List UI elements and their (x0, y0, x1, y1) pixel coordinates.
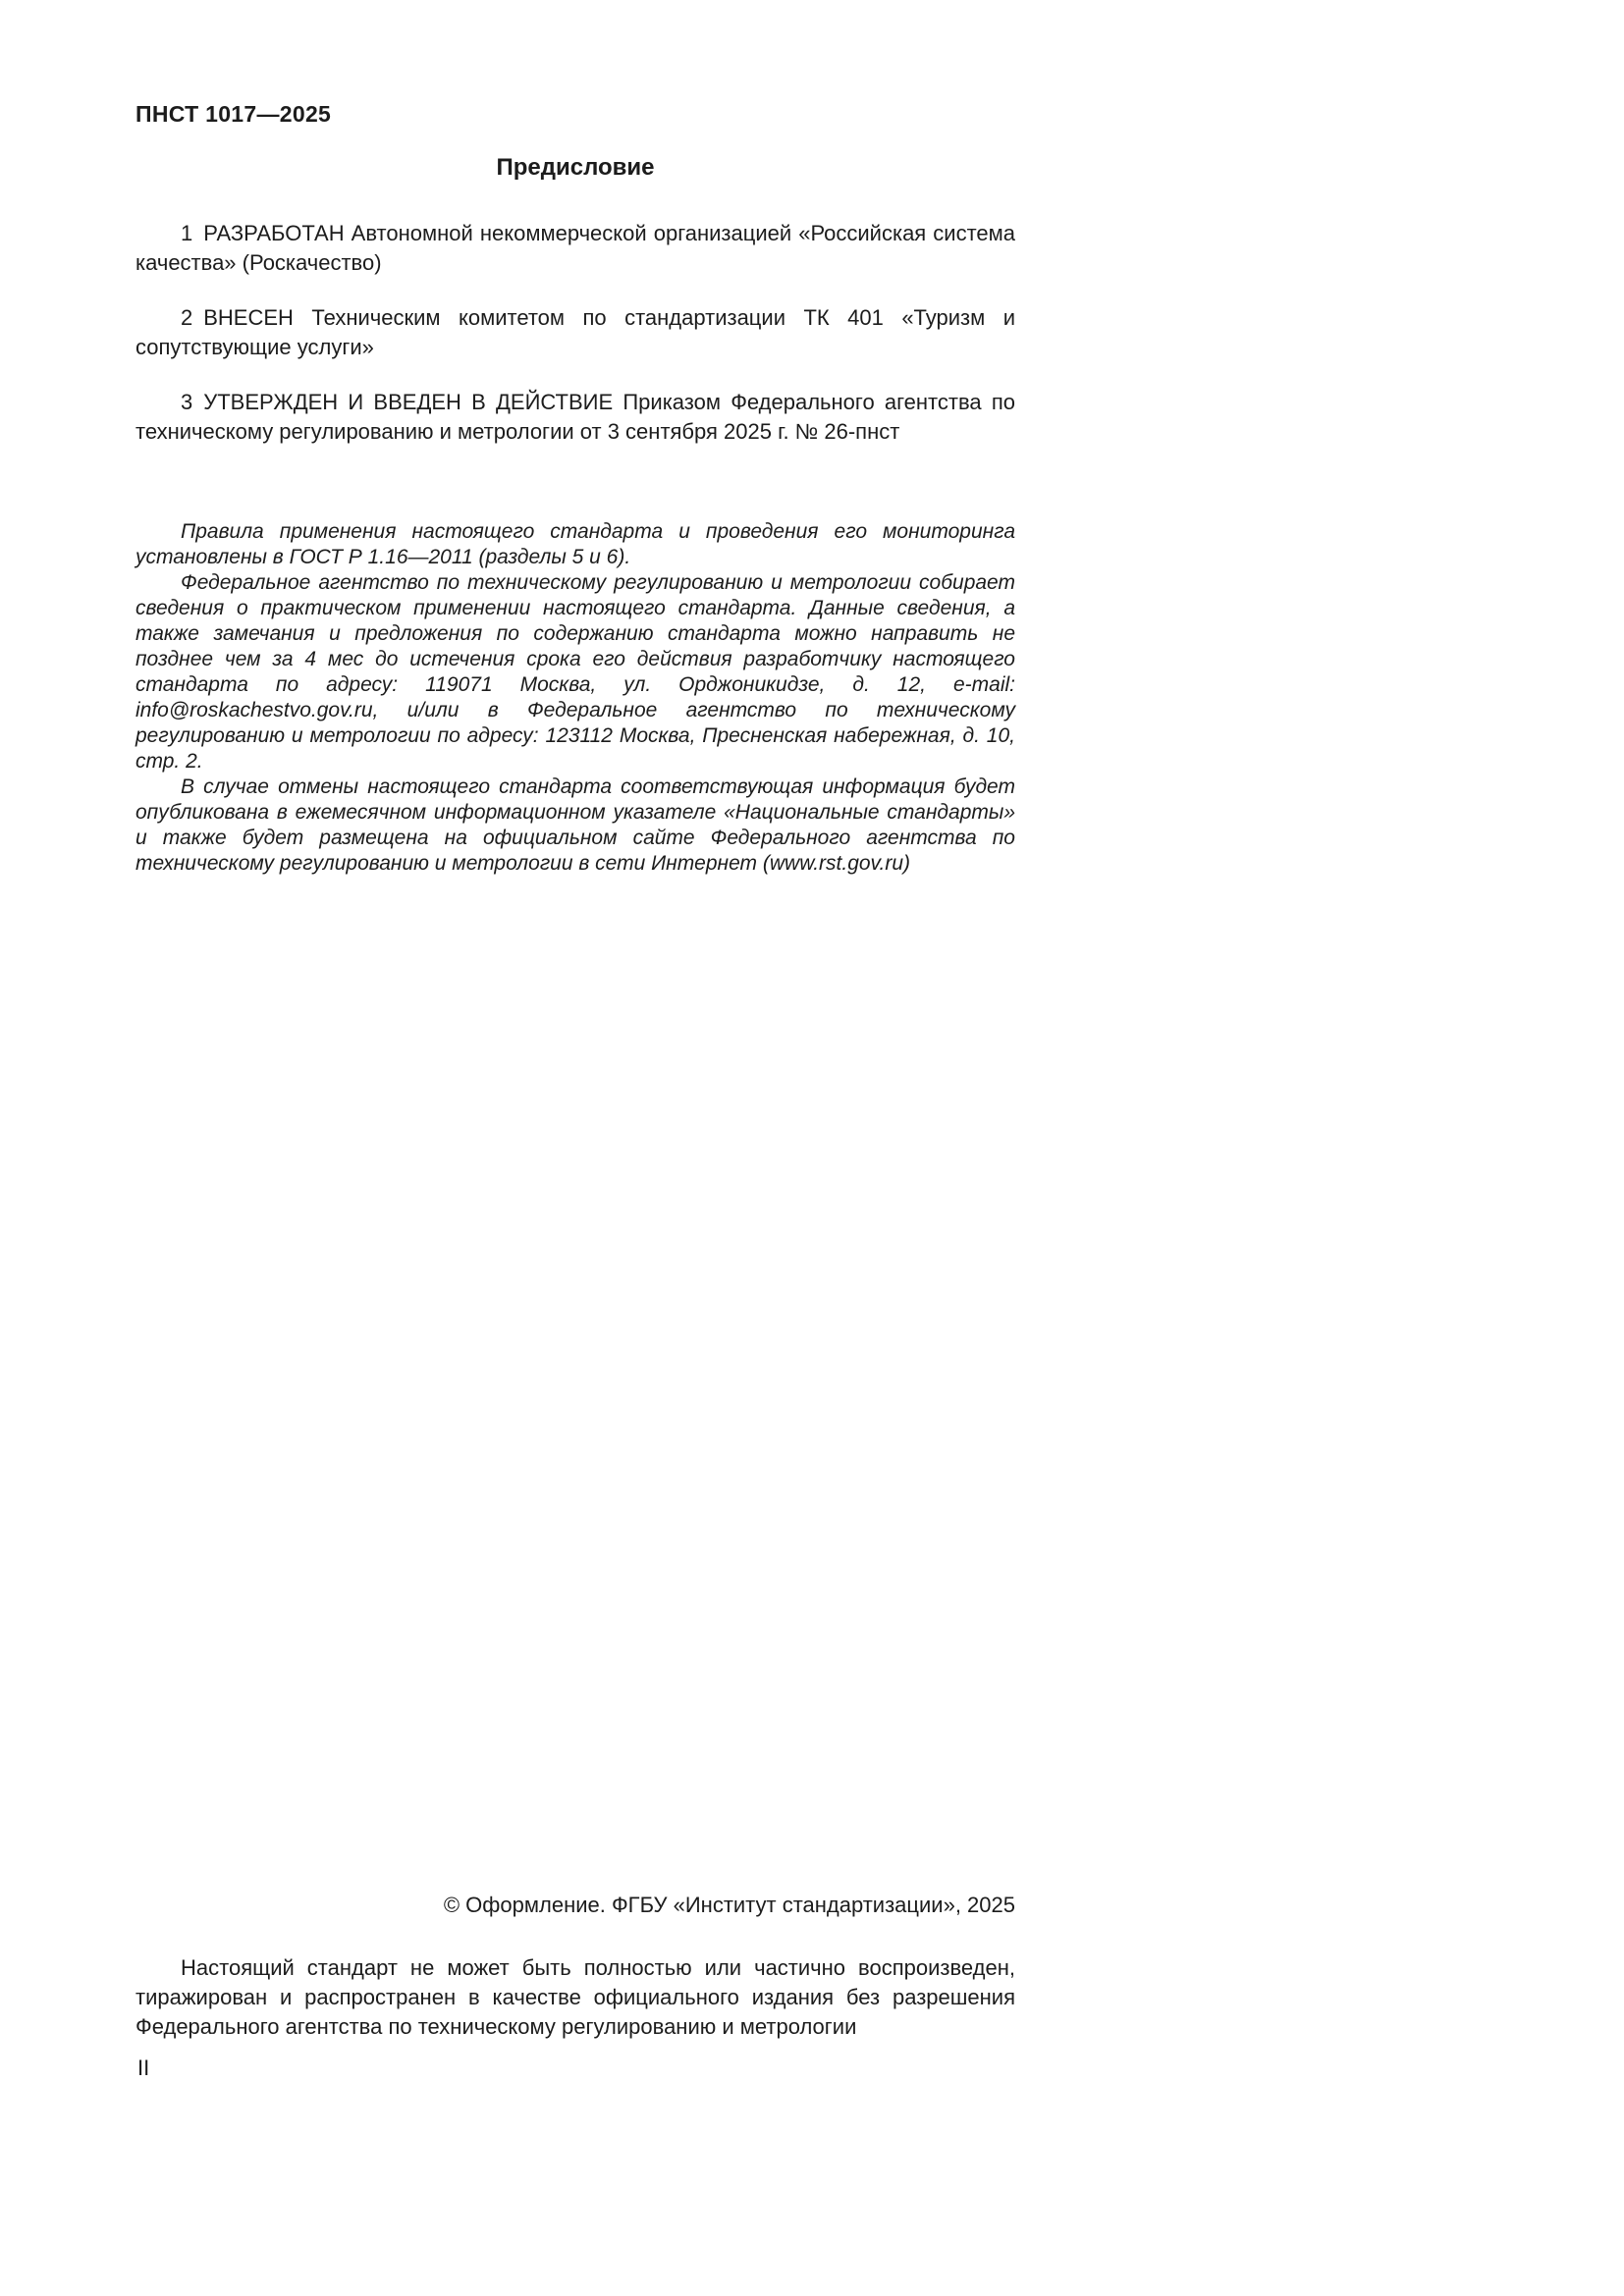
notice-paragraph-feedback: Федеральное агентство по техническому регулированию и метрологии собирает сведения о практическом применении настоящего стандарта. Данные сведения, а также замечания и предложения по содержанию стандарта можно направить не позднее чем за 4 мес до истечения срока его действия разработчику настоящего стандарта по адресу: 119071 Москва, ул. Орджоникидзе, д. 12, e-mail: info@roskachestvo.gov.ru, и/или в Федеральное агентство по техническому регулированию и метрологии по адресу: 123112 Москва, Пресненская набережная, д. 10, стр. 2. (135, 571, 1015, 773)
notice-paragraph-cancellation: В случае отмены настоящего стандарта соответствующая информация будет опубликована в ежемесячном информационном указателе «Национальные стандарты» и также будет размещена на официальном сайте Федерального агентства по техническому регулированию и метрологии в сети Интернет (www.rst.gov.ru) (135, 775, 1015, 875)
foreword-item-approved: 3 УТВЕРЖДЕН И ВВЕДЕН В ДЕЙСТВИЕ Приказом Федерального агентства по техническому регулированию и метрологии от 3 сентября 2025 г. № 26-пнст (135, 390, 1015, 444)
restriction-paragraph: Настоящий стандарт не может быть полностью или частично воспроизведен, тиражирован и распространен в качестве официального издания без разрешения Федерального агентства по техническому регулированию и метрологии (135, 1955, 1015, 2039)
copyright-line: © Оформление. ФГБУ «Институт стандартизации», 2025 (443, 1893, 1015, 1917)
doc-code: ПНСТ 1017—2025 (135, 101, 332, 127)
page-number: II (137, 2056, 150, 2080)
page-content (135, 101, 1015, 877)
notice-paragraph-rules: Правила применения настоящего стандарта и проведения его мониторинга установлены в ГОСТ Р 1.16—2011 (разделы 5 и 6). (135, 520, 1015, 568)
foreword-title: Предисловие (496, 154, 655, 181)
application-notice (135, 519, 1015, 877)
foreword-item-submitted: 2 ВНЕСЕН Техническим комитетом по стандартизации ТК 401 «Туризм и сопутствующие услуги» (135, 305, 1015, 359)
foreword-item-developed: 1 РАЗРАБОТАН Автономной некоммерческой организацией «Российская система качества» (Роскачество) (135, 221, 1015, 275)
